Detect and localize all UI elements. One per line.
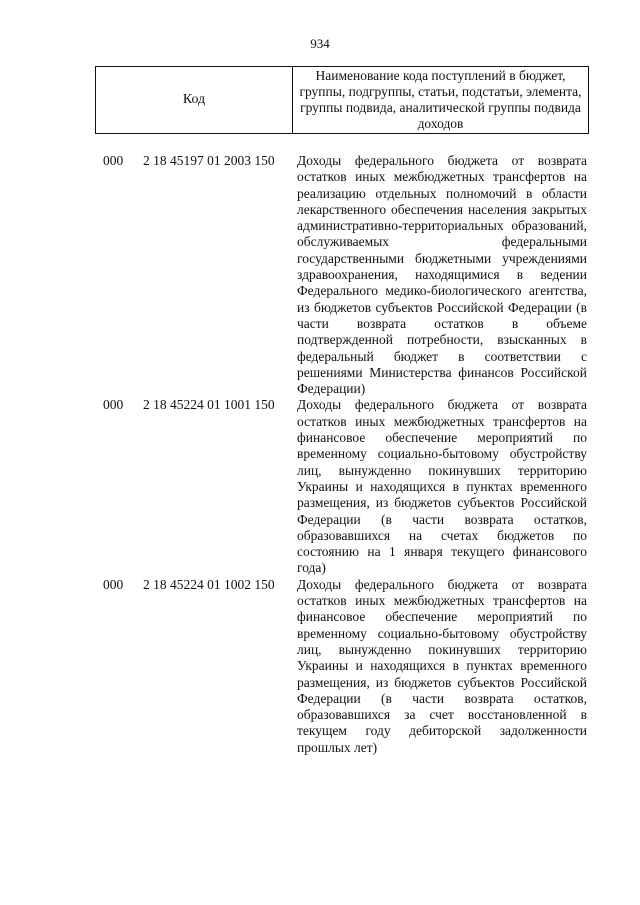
- header-name-cell: Наименование кода поступлений в бюджет, группы, подгруппы, статьи, подстатьи, элемента, группы подвида, аналитической группы подвида доходов: [299, 68, 582, 131]
- row-income-code: 2 18 45197 01 2003 150: [143, 153, 275, 168]
- table-row: [0, 153, 640, 397]
- page-number: 934: [310, 36, 330, 51]
- row-income-code: 2 18 45224 01 1002 150: [143, 576, 275, 592]
- table-row: [0, 577, 640, 756]
- row-admin-code: 000: [103, 397, 124, 413]
- row-description: Доходы федерального бюджета от возврата остатков иных межбюджетных трансфертов на реализацию отдельных полномочий в области лекарственного обеспечения населения закрытых административно-территориальных образований, обслуживаемых федеральными государственными бюджетными учреждениями здравоохранения, находящимися в ведении Федерального медико-биологического агентства, из бюджетов субъектов Российской Федерации (в части возврата остатков в объеме подтвержденной потребности, взысканных в федеральный бюджет в соответствии с решениями Министерства финансов Российской Федерации): [297, 153, 587, 397]
- row-description: Доходы федерального бюджета от возврата остатков иных межбюджетных трансфертов на финансовое обеспечение мероприятий по временному социально-бытовому обустройству лиц, вынужденно покинувших территорию Украины и находящихся в пунктах временного размещения, из бюджетов субъектов Российской Федерации (в части возврата остатков, образовавшихся за счет восстановленной в текущем году дебиторской задолженности прошлых лет): [297, 576, 587, 755]
- row-income-code: 2 18 45224 01 1001 150: [143, 397, 275, 413]
- table-header: [95, 66, 589, 134]
- table-row: [0, 397, 640, 576]
- table-body: [0, 153, 640, 756]
- row-admin-code: 000: [103, 153, 124, 168]
- row-description: Доходы федерального бюджета от возврата остатков иных межбюджетных трансфертов на финансовое обеспечение мероприятий по временному социально-бытовому обустройству лиц, вынужденно покинувших территорию Украины и находящихся в пунктах временного размещения, из бюджетов субъектов Российской Федерации (в части возврата остатков, образовавшихся на счетах бюджетов по состоянию на 1 января текущего финансового года): [297, 397, 587, 576]
- header-code-cell: Код: [96, 67, 293, 133]
- row-admin-code: 000: [103, 576, 124, 592]
